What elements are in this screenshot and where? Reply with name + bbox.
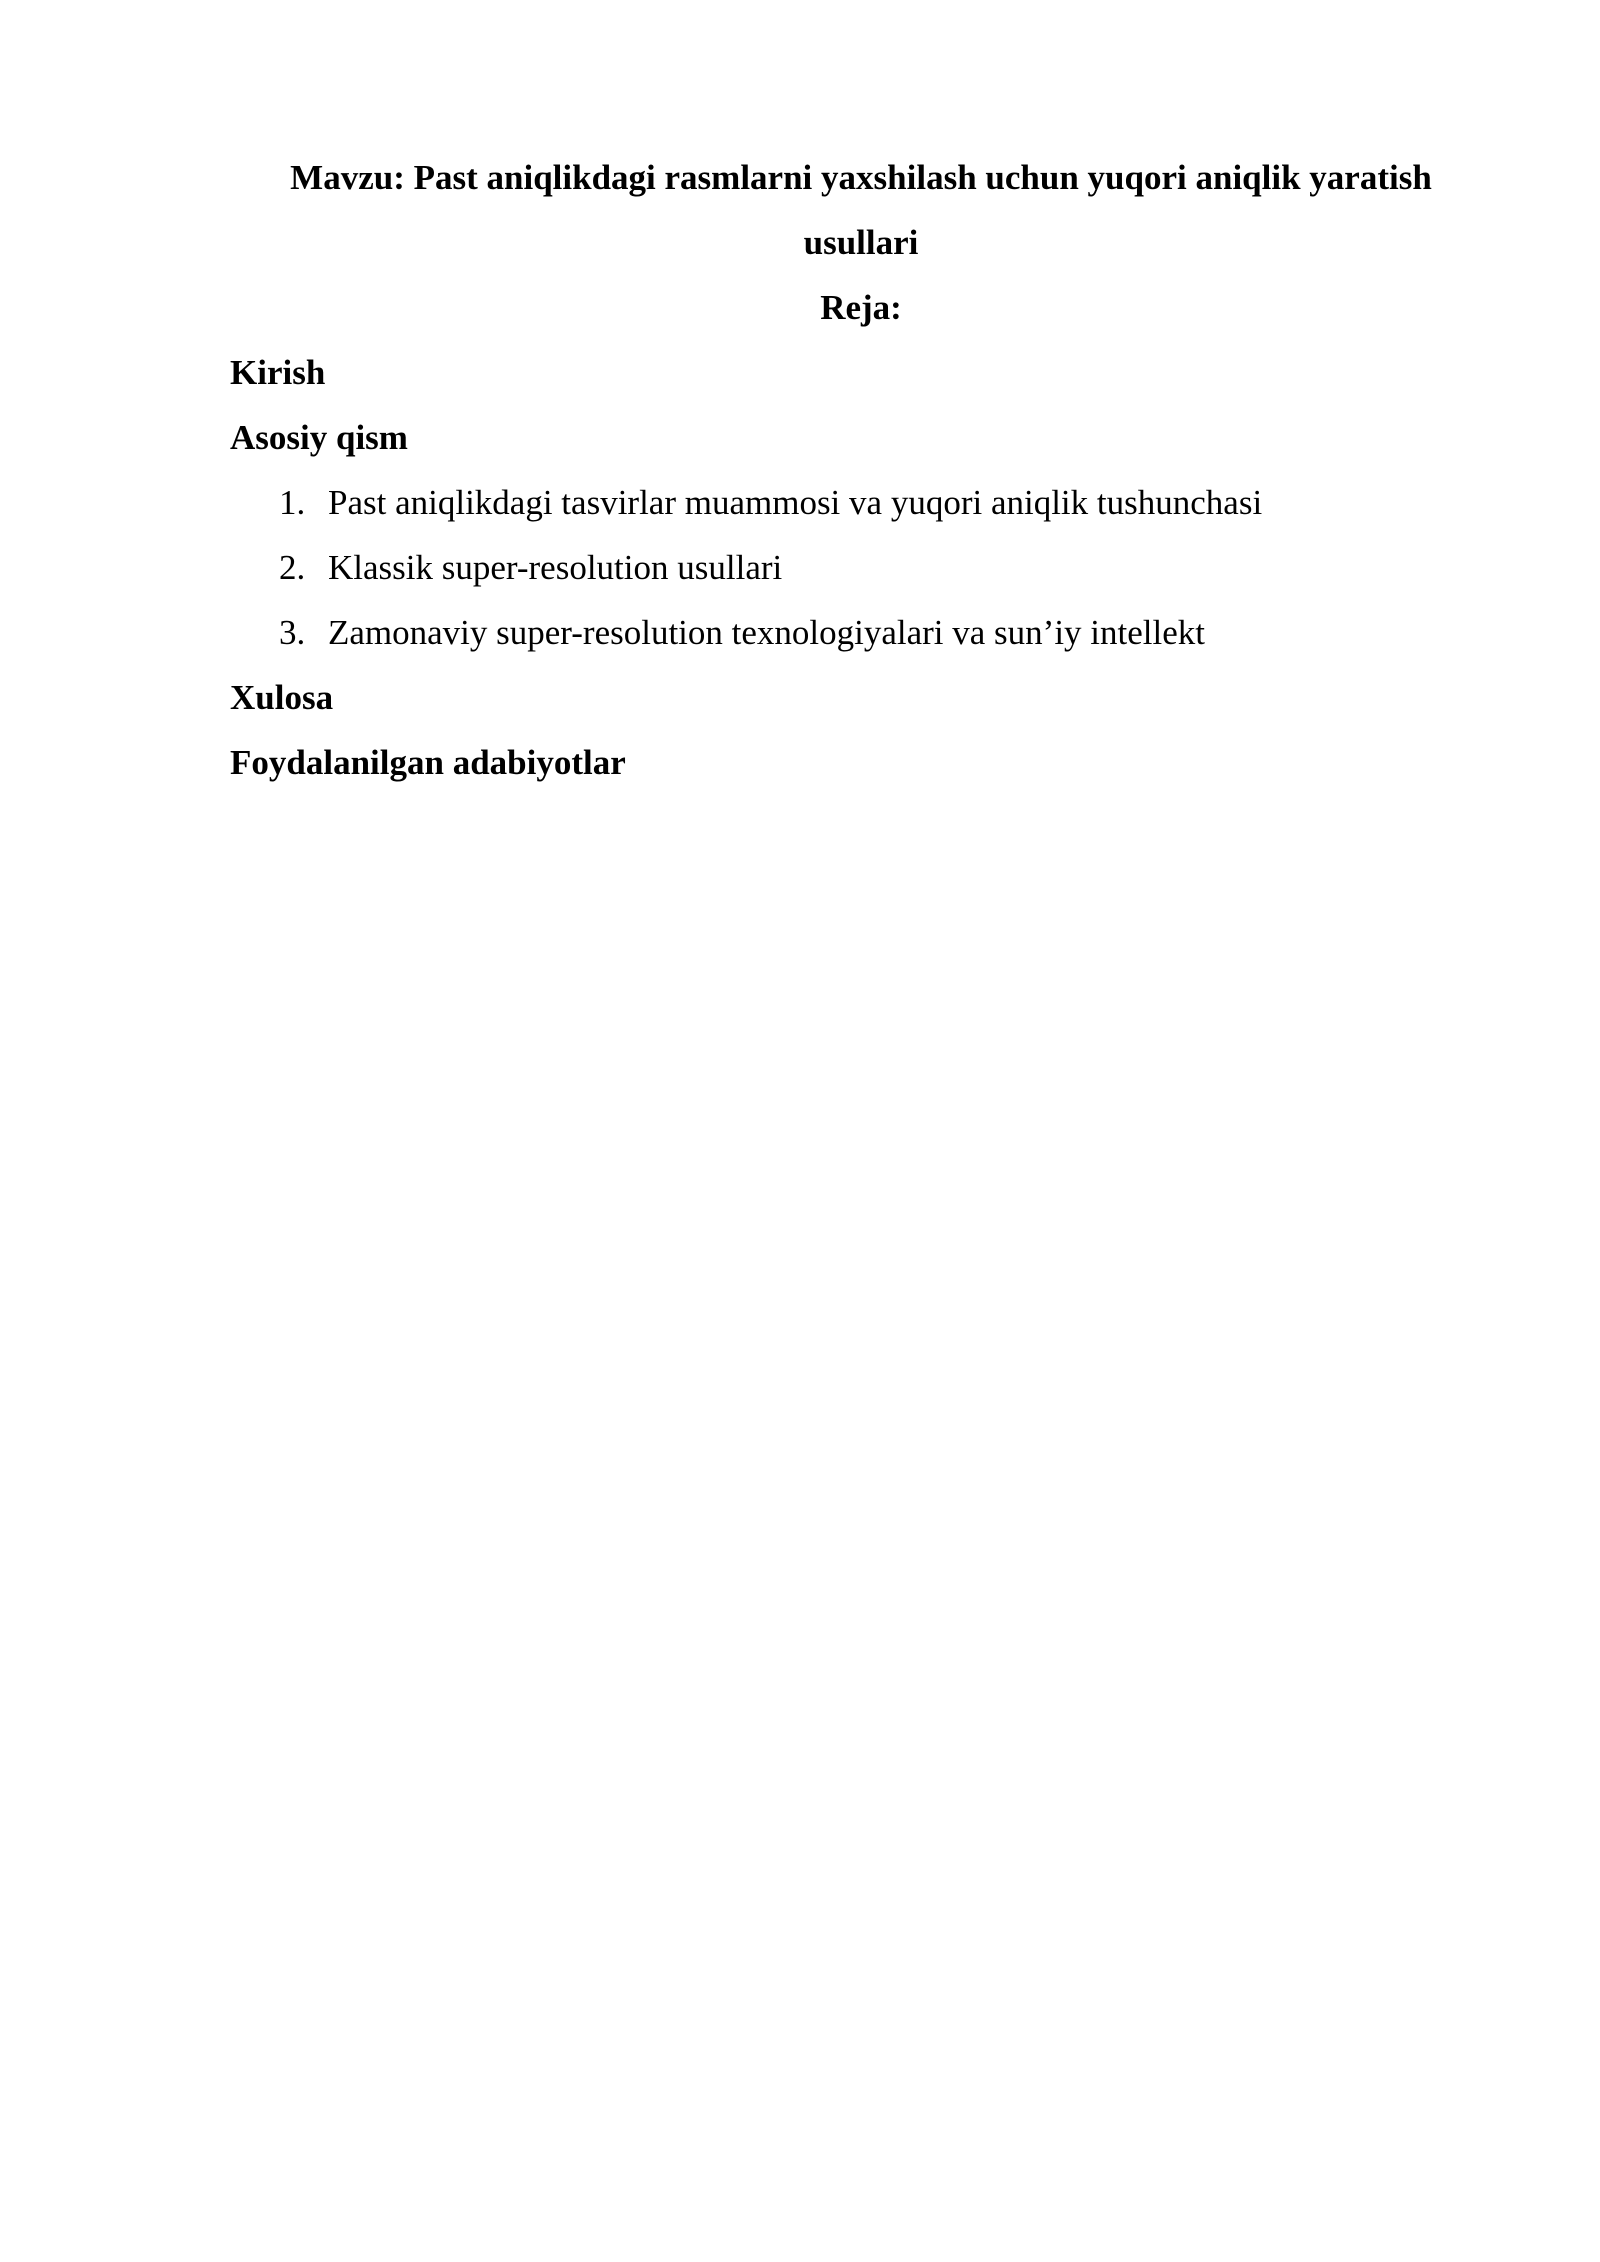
list-item-text: Zamonaviy super-resolution texnologiyalari va sun’iy intellekt (328, 613, 1205, 652)
main-items-list (230, 470, 1492, 665)
document-content (230, 145, 1492, 795)
list-item-number: 2. (279, 548, 306, 587)
list-item-number: 3. (279, 613, 306, 652)
section-references: Foydalanilgan adabiyotlar (230, 743, 626, 782)
list-item (230, 535, 1492, 600)
list-item (230, 600, 1492, 665)
section-intro: Kirish (230, 353, 326, 392)
list-item-number: 1. (279, 483, 306, 522)
plan-heading: Reja: (820, 288, 902, 327)
list-item (230, 470, 1492, 535)
section-main: Asosiy qism (230, 418, 408, 457)
list-item-text: Klassik super-resolution usullari (328, 548, 783, 587)
list-item-text: Past aniqlikdagi tasvirlar muammosi va yuqori aniqlik tushunchasi (328, 483, 1263, 522)
section-conclusion: Xulosa (230, 678, 334, 717)
document-title: Mavzu: Past aniqlikdagi rasmlarni yaxshilash uchun yuqori aniqlik yaratish usullari (290, 158, 1432, 262)
